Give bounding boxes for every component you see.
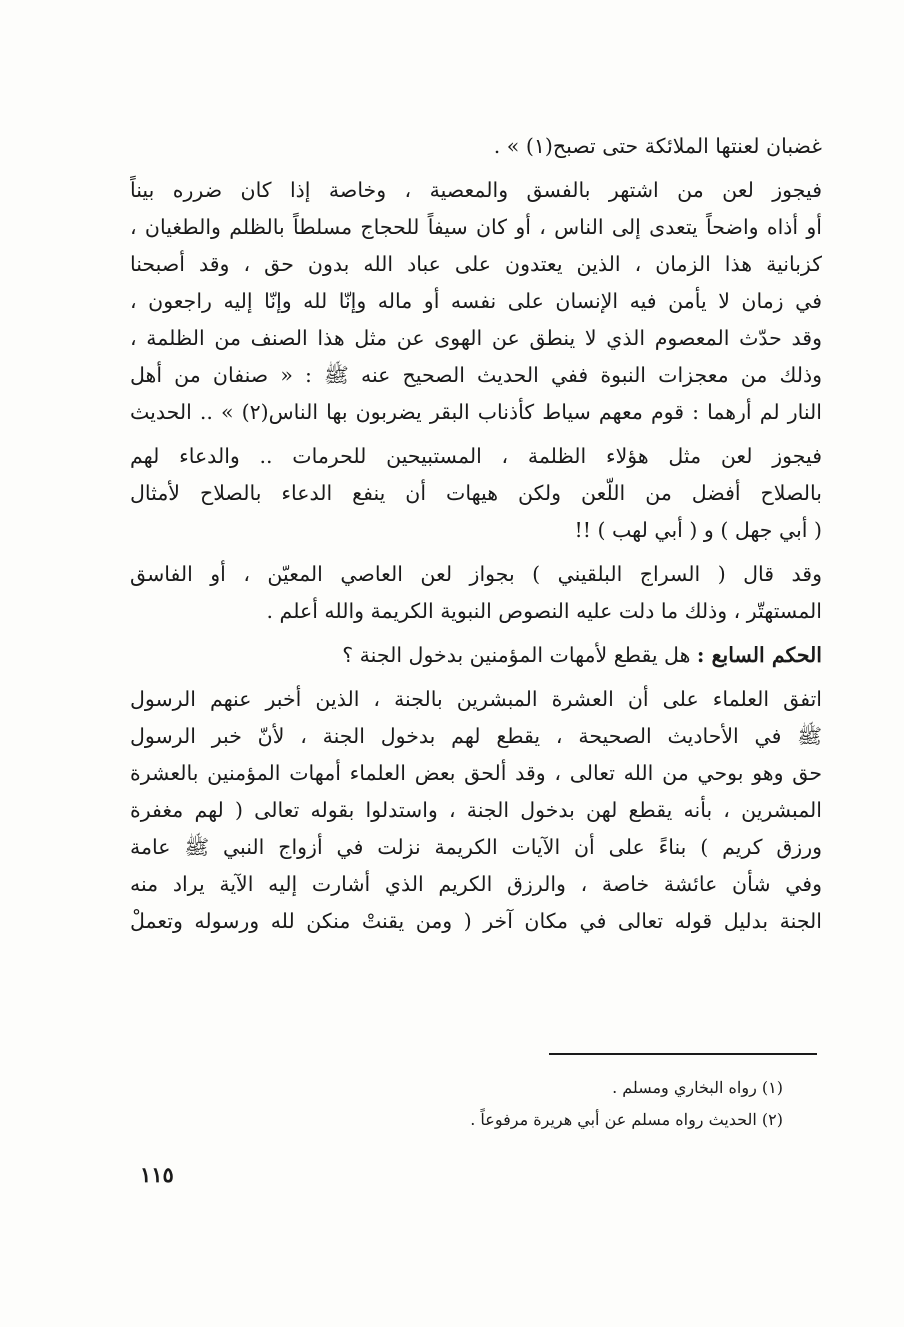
text-line: اتفق العلماء على أن العشرة المبشرين بالجنة ، الذين أخبر عنهم الرسول	[130, 687, 822, 711]
section-heading	[130, 637, 822, 674]
text-line: المستهتّر ، وذلك ما دلت عليه النصوص النبوية الكريمة والله أعلم .	[266, 599, 822, 623]
heading-text: هل يقطع لأمهات المؤمنين بدخول الجنة ؟	[342, 643, 691, 667]
text-line: غضبان لعنتها الملائكة حتى تصبح(١) » .	[493, 134, 822, 158]
text-line: وقد قال ( السراج البلقيني ) بجواز لعن العاصي المعيّن ، أو الفاسق	[130, 562, 822, 586]
text-line: في زمان لا يأمن فيه الإنسان على نفسه أو ماله وإنّا لله وإنّا إليه راجعون ،	[130, 289, 822, 313]
main-text	[130, 128, 822, 940]
text-line: المبشرين ، بأنه يقطع لهن بدخول الجنة ، واستدلوا بقوله تعالى ( لهم مغفرة	[130, 798, 822, 822]
footnote-divider	[549, 1053, 817, 1055]
heading-label: الحكم السابع :	[696, 643, 822, 667]
text-line: بالصلاح أفضل من اللّعن ولكن هيهات أن ينفع الدعاء بالصلاح لأمثال	[130, 481, 822, 505]
text-line: وفي شأن عائشة خاصة ، والرزق الكريم الذي أشارت إليه الآية يراد منه	[130, 872, 822, 896]
text-line: ( أبي جهل ) و ( أبي لهب ) !!	[574, 518, 822, 542]
text-line: الجنة بدليل قوله تعالى في مكان آخر ( ومن يقنتْ منكن لله ورسوله وتعملْ	[130, 909, 822, 933]
text-line: ورزق كريم ) بناءً على أن الآيات الكريمة نزلت في أزواج النبي ﷺ عامة	[130, 835, 822, 859]
paragraph-2	[130, 172, 822, 431]
text-line: كزبانية هذا الزمان ، الذين يعتدون على عباد الله بدون حق ، وقد أصبحنا	[130, 252, 822, 276]
page-number: ١١٥	[140, 1162, 174, 1187]
text-line: وقد حدّث المعصوم الذي لا ينطق عن الهوى عن مثل هذا الصنف من الظلمة ،	[130, 326, 822, 350]
paragraph-4	[130, 556, 822, 630]
text-line: النار لم أرهما : قوم معهم سياط كأذناب البقر يضربون بها الناس(٢) » .. الحديث	[130, 400, 822, 424]
footnote-2: (٢) الحديث رواه مسلم عن أبي هريرة مرفوعاً .	[470, 1110, 783, 1129]
footnote-1: (١) رواه البخاري ومسلم .	[612, 1078, 783, 1097]
paragraph-3	[130, 438, 822, 549]
footnotes	[300, 1072, 783, 1136]
text-line: وذلك من معجزات النبوة ففي الحديث الصحيح عنه ﷺ : « صنفان من أهل	[130, 363, 822, 387]
paragraph-1	[130, 128, 822, 165]
text-line: أو أذاه واضحاً يتعدى إلى الناس ، أو كان سيفاً للحجاج مسلطاً بالظلم والطغيان ،	[130, 215, 822, 239]
text-line: فيجوز لعن مثل هؤلاء الظلمة ، المستبيحين للحرمات .. والدعاء لهم	[130, 444, 822, 468]
text-line: حق وهو بوحي من الله تعالى ، وقد ألحق بعض العلماء أمهات المؤمنين بالعشرة	[130, 761, 822, 785]
text-line: فيجوز لعن من اشتهر بالفسق والمعصية ، وخاصة إذا كان ضرره بيناً	[130, 178, 822, 202]
text-line: ﷺ في الأحاديث الصحيحة ، يقطع لهم بدخول الجنة ، لأنّ خبر الرسول	[130, 724, 822, 748]
paragraph-5	[130, 681, 822, 940]
